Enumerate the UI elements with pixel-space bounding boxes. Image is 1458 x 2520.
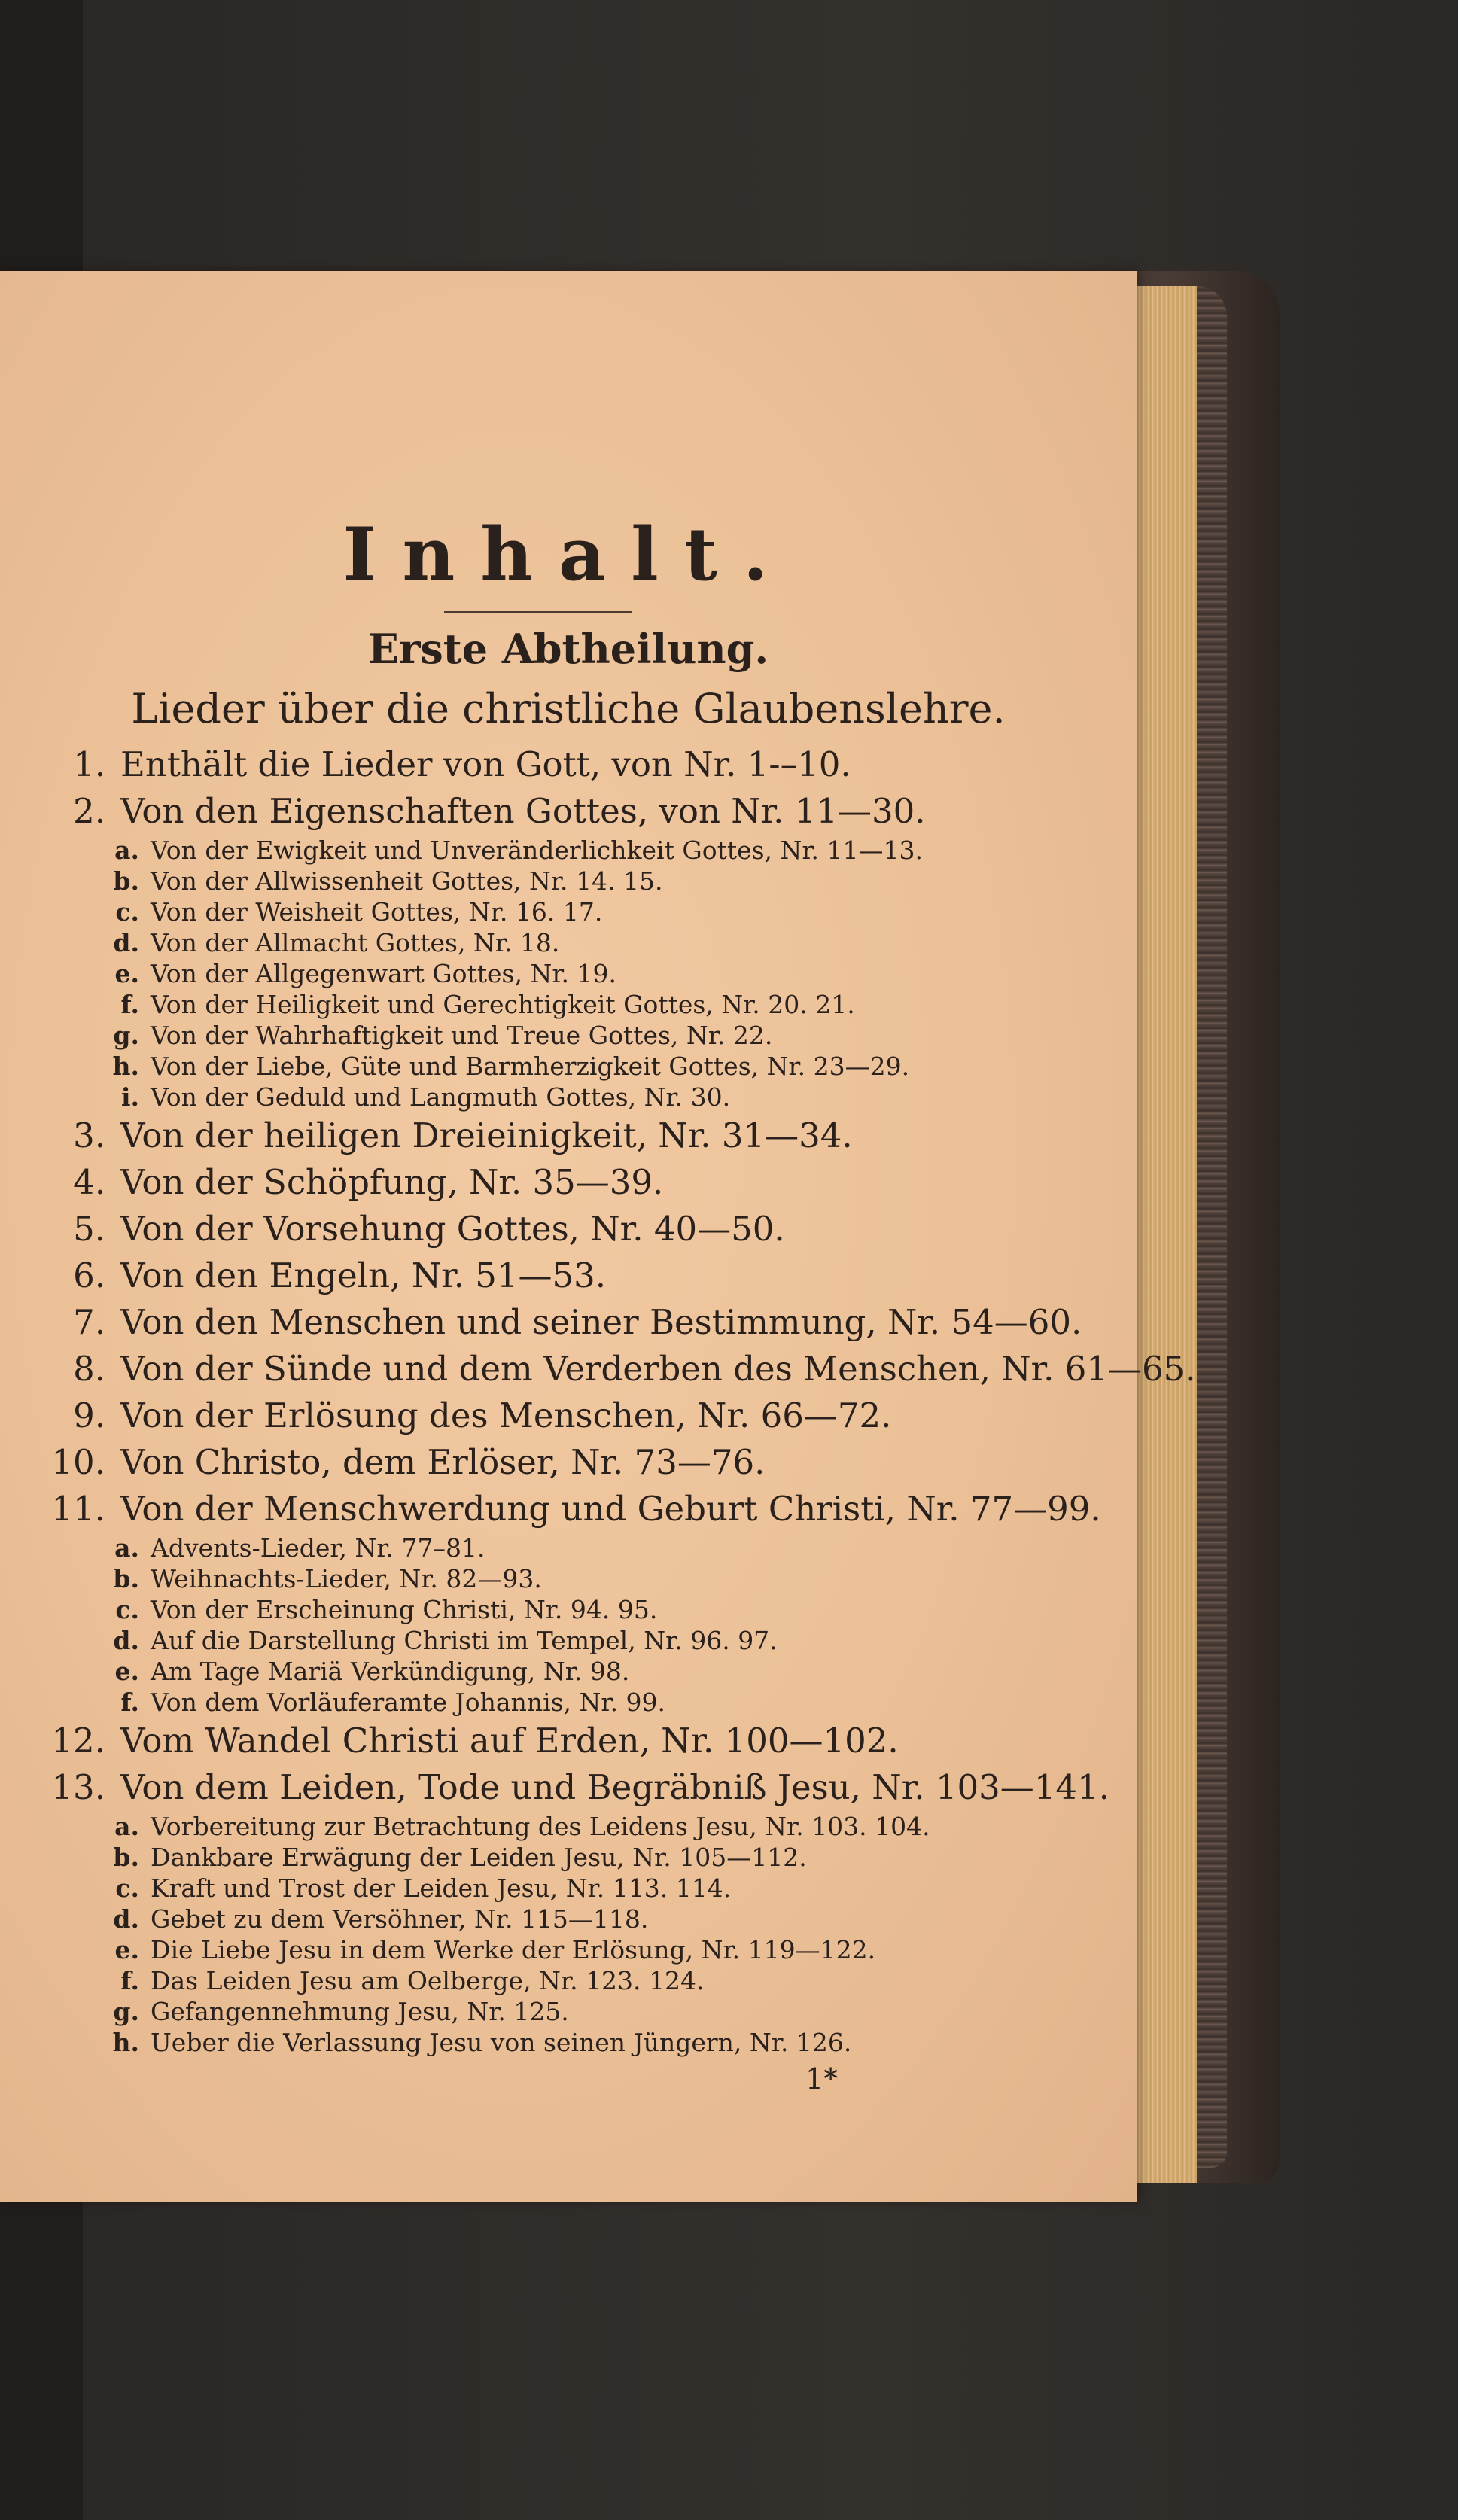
toc-subentry xyxy=(0,1594,1129,1625)
toc-entry-number: 2. xyxy=(73,791,105,831)
toc-entry-text: Von der Erscheinung Christi, Nr. 94. 95. xyxy=(151,1595,658,1624)
toc-entry xyxy=(0,1439,1129,1486)
toc-entry-text: Von Christo, dem Erlöser, Nr. 73—76. xyxy=(120,1442,766,1482)
toc-entry xyxy=(0,1252,1129,1299)
page-content xyxy=(0,271,1196,2202)
toc-subentry xyxy=(0,1563,1129,1594)
part-heading: Erste Abtheilung. xyxy=(367,625,769,673)
toc-subentry xyxy=(0,989,1129,1020)
toc-entry-text: Vorbereitung zur Betrachtung des Leidens Jesu, Nr. 103. 104. xyxy=(151,1812,930,1841)
toc-entry xyxy=(0,1299,1129,1346)
toc-entry-text: Von der Wahrhaftigkeit und Treue Gottes, Nr. 22. xyxy=(151,1021,773,1050)
toc-entry-text: Von der Allgegenwart Gottes, Nr. 19. xyxy=(151,959,616,988)
toc-subentry xyxy=(0,1532,1129,1563)
toc-entry-number: e. xyxy=(114,1657,139,1686)
toc-entry-number: 8. xyxy=(73,1349,105,1389)
toc-entry xyxy=(0,1206,1129,1252)
toc-entry-number: b. xyxy=(113,866,139,896)
toc-subentry xyxy=(0,1625,1129,1656)
book-page xyxy=(0,271,1196,2202)
toc-subentry xyxy=(0,1934,1129,1965)
toc-entry-text: Weihnachts-Lieder, Nr. 82—93. xyxy=(151,1564,542,1593)
toc-subentry xyxy=(0,1051,1129,1082)
toc-entry-text: Von der Ewigkeit und Unveränderlichkeit Gottes, Nr. 11—13. xyxy=(151,835,924,865)
toc-subentry xyxy=(0,958,1129,989)
toc-entry-text: Von der Menschwerdung und Geburt Christi, Nr. 77—99. xyxy=(120,1489,1101,1529)
toc-entry-number: 1. xyxy=(73,744,105,784)
toc-entry xyxy=(0,741,1129,788)
toc-entry-number: 3. xyxy=(73,1115,105,1155)
toc-entry-text: Von den Menschen und seiner Bestimmung, Nr. 54—60. xyxy=(120,1302,1082,1342)
toc-entry-text: Von der Erlösung des Menschen, Nr. 66—72. xyxy=(120,1395,892,1435)
title-rule xyxy=(444,611,632,613)
toc-subentry xyxy=(0,1082,1129,1112)
toc-entry-number: 10. xyxy=(51,1442,105,1482)
toc-subentry xyxy=(0,2027,1129,2058)
toc-entry-text: Das Leiden Jesu am Oelberge, Nr. 123. 124. xyxy=(151,1966,705,1995)
toc-subentry xyxy=(0,1904,1129,1934)
toc-entry-number: f. xyxy=(120,1966,139,1995)
toc-entry-text: Dankbare Erwägung der Leiden Jesu, Nr. 105—112. xyxy=(151,1843,807,1872)
toc-entry-text: Gefangennehmung Jesu, Nr. 125. xyxy=(151,1997,569,2026)
toc-entry-text: Kraft und Trost der Leiden Jesu, Nr. 113. 114. xyxy=(151,1873,732,1903)
toc-entry-text: Ueber die Verlassung Jesu von seinen Jüngern, Nr. 126. xyxy=(151,2028,852,2057)
toc-entry-number: d. xyxy=(113,1626,139,1655)
toc-entry-number: a. xyxy=(114,835,139,865)
toc-entry-number: 11. xyxy=(51,1489,105,1529)
toc-subentry xyxy=(0,866,1129,896)
toc-subentry xyxy=(0,1687,1129,1718)
toc-entry-number: a. xyxy=(114,1812,139,1841)
toc-entry-text: Von der Allwissenheit Gottes, Nr. 14. 15. xyxy=(151,866,663,896)
toc-entry-text: Auf die Darstellung Christi im Tempel, Nr. 96. 97. xyxy=(151,1626,778,1655)
toc-entry-number: d. xyxy=(113,1904,139,1934)
toc-entry-text: Die Liebe Jesu in dem Werke der Erlösung, Nr. 119—122. xyxy=(151,1935,876,1965)
toc-subentry xyxy=(0,1020,1129,1051)
table-of-contents xyxy=(0,741,1196,2058)
toc-entry xyxy=(0,1392,1129,1439)
toc-entry-number: c. xyxy=(115,897,139,927)
part-subtitle: Lieder über die christliche Glaubenslehre. xyxy=(131,685,1006,732)
toc-entry-number: a. xyxy=(114,1533,139,1563)
toc-entry-number: 9. xyxy=(73,1395,105,1435)
toc-entry-text: Von dem Vorläuferamte Johannis, Nr. 99. xyxy=(151,1688,666,1717)
toc-entry-number: 7. xyxy=(73,1302,105,1342)
toc-entry-text: Von den Engeln, Nr. 51—53. xyxy=(120,1255,607,1295)
toc-entry-number: f. xyxy=(120,1688,139,1717)
toc-entry-number: g. xyxy=(113,1021,139,1050)
toc-entry-text: Von der Schöpfung, Nr. 35—39. xyxy=(120,1162,664,1202)
toc-entry-number: h. xyxy=(112,2028,139,2057)
toc-entry-number: 5. xyxy=(73,1209,105,1249)
toc-entry xyxy=(0,1346,1196,1392)
toc-entry-number: 13. xyxy=(51,1767,105,1807)
toc-entry-text: Von der Geduld und Langmuth Gottes, Nr. 30. xyxy=(151,1082,731,1112)
toc-entry-text: Vom Wandel Christi auf Erden, Nr. 100—102. xyxy=(120,1721,899,1761)
toc-subentry xyxy=(0,1811,1129,1842)
toc-entry-text: Von der heiligen Dreieinigkeit, Nr. 31—34. xyxy=(120,1115,853,1155)
toc-entry-number: d. xyxy=(113,928,139,957)
page-title: Inhalt. xyxy=(342,512,794,597)
toc-entry-number: i. xyxy=(120,1082,139,1112)
toc-subentry xyxy=(0,835,1129,866)
toc-subentry xyxy=(0,896,1129,927)
toc-subentry xyxy=(0,1842,1129,1873)
toc-entry-text: Von dem Leiden, Tode und Begräbniß Jesu, Nr. 103—141. xyxy=(120,1767,1109,1807)
toc-entry xyxy=(0,1718,1129,1764)
toc-entry-text: Am Tage Mariä Verkündigung, Nr. 98. xyxy=(151,1657,630,1686)
toc-entry xyxy=(0,1486,1129,1532)
toc-subentry xyxy=(0,1996,1129,2027)
toc-entry xyxy=(0,1764,1129,1811)
toc-entry-text: Von der Weisheit Gottes, Nr. 16. 17. xyxy=(151,897,603,927)
toc-entry-number: 12. xyxy=(51,1721,105,1761)
toc-subentry xyxy=(0,1873,1129,1904)
toc-entry-number: e. xyxy=(114,959,139,988)
toc-entry-text: Gebet zu dem Versöhner, Nr. 115—118. xyxy=(151,1904,649,1934)
toc-entry-number: 6. xyxy=(73,1255,105,1295)
toc-subentry xyxy=(0,1656,1129,1687)
toc-entry-text: Von der Liebe, Güte und Barmherzigkeit Gottes, Nr. 23—29. xyxy=(151,1052,910,1081)
toc-entry-number: f. xyxy=(120,990,139,1019)
signature-mark: 1* xyxy=(805,2062,839,2095)
toc-entry-text: Von der Allmacht Gottes, Nr. 18. xyxy=(151,928,560,957)
toc-subentry xyxy=(0,1965,1129,1996)
toc-entry-text: Enthält die Lieder von Gott, von Nr. 1-–10. xyxy=(120,744,851,784)
toc-entry-number: b. xyxy=(113,1564,139,1593)
toc-entry xyxy=(0,1112,1129,1159)
toc-entry-text: Von den Eigenschaften Gottes, von Nr. 11—30. xyxy=(120,791,926,831)
toc-entry-number: c. xyxy=(115,1873,139,1903)
toc-entry-text: Advents-Lieder, Nr. 77–81. xyxy=(151,1533,485,1563)
toc-entry-number: e. xyxy=(114,1935,139,1965)
toc-subentry xyxy=(0,927,1129,958)
toc-entry-text: Von der Heiligkeit und Gerechtigkeit Gottes, Nr. 20. 21. xyxy=(151,990,855,1019)
toc-entry xyxy=(0,1159,1129,1206)
toc-entry-number: h. xyxy=(112,1052,139,1081)
toc-entry-number: c. xyxy=(115,1595,139,1624)
toc-entry-text: Von der Vorsehung Gottes, Nr. 40—50. xyxy=(120,1209,785,1249)
toc-entry xyxy=(0,788,1129,835)
toc-entry-number: b. xyxy=(113,1843,139,1872)
toc-entry-number: 4. xyxy=(73,1162,105,1202)
toc-entry-text: Von der Sünde und dem Verderben des Menschen, Nr. 61—65. xyxy=(120,1349,1196,1389)
toc-entry-number: g. xyxy=(113,1997,139,2026)
